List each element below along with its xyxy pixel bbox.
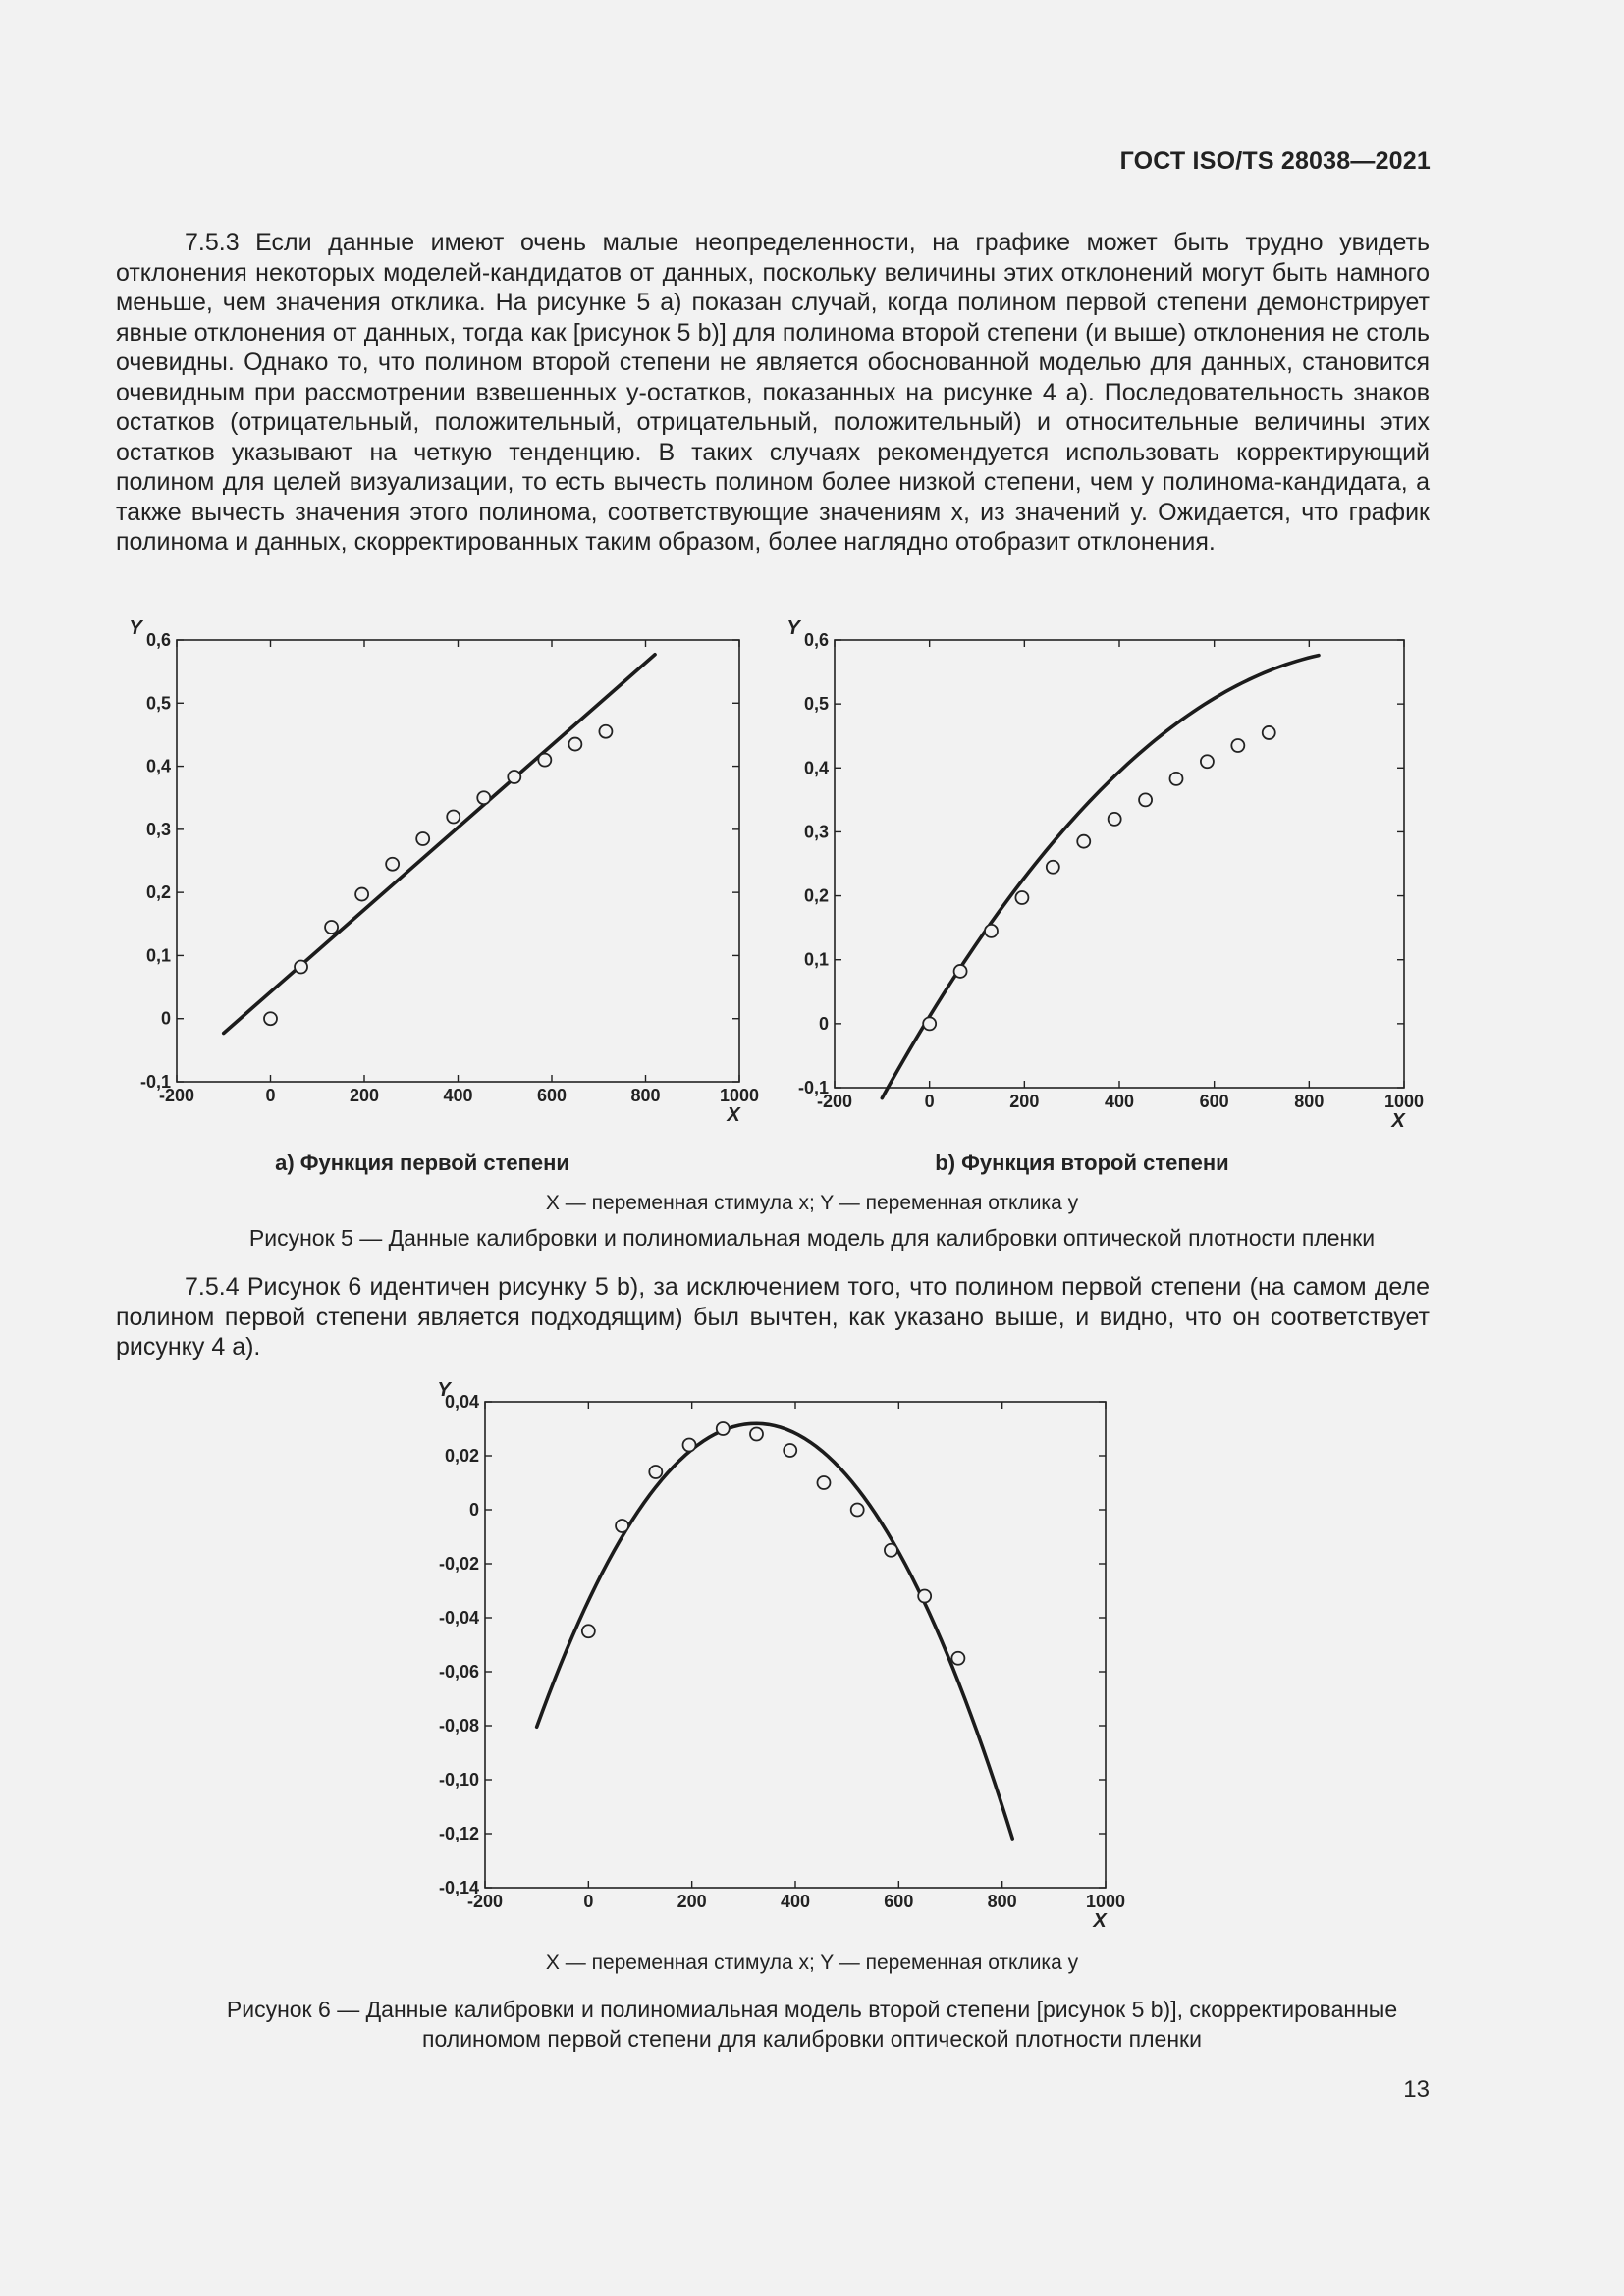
y-tick-label: -0,12: [438, 1824, 479, 1843]
figure-6-caption-line-2: полиномом первой степени для калибровки оптической плотности пленки: [422, 2026, 1202, 2052]
y-tick-label: 0: [818, 1013, 829, 1034]
data-point: [817, 1476, 830, 1489]
x-tick-label: -200: [816, 1092, 853, 1111]
data-point: [1109, 813, 1121, 826]
x-tick-label: 800: [1294, 1092, 1325, 1111]
data-point: [885, 1544, 897, 1557]
data-point: [447, 811, 460, 824]
data-point: [717, 1422, 730, 1435]
chart-figure-5b: [756, 618, 1434, 1148]
data-point: [616, 1520, 628, 1532]
y-tick-label: 0,1: [145, 945, 171, 966]
y-tick-label: 0,2: [803, 885, 829, 906]
data-point: [954, 965, 967, 978]
y-tick-label: -0,14: [438, 1878, 479, 1897]
data-point: [985, 925, 998, 937]
paragraph-7-5-4: [116, 1272, 1430, 1362]
chart-figure-5a: [98, 618, 766, 1148]
y-tick-label: 0,6: [145, 630, 171, 650]
subcaption-a: a) Функция первой степени: [275, 1150, 569, 1175]
chart-svg-5b: [756, 618, 1434, 1148]
x-tick-label: 200: [349, 1086, 380, 1105]
x-tick-label: 600: [884, 1892, 914, 1911]
fit-curve: [537, 1423, 1013, 1839]
y-tick-label: 0,5: [803, 694, 829, 715]
data-point: [923, 1017, 936, 1030]
plot-frame: [485, 1402, 1106, 1888]
data-point: [355, 888, 368, 901]
page-number: 13: [1403, 2076, 1430, 2103]
y-tick-label: -0,02: [438, 1554, 479, 1574]
fit-curve: [882, 656, 1319, 1098]
y-tick-label: -0,06: [438, 1662, 479, 1682]
figure-5-caption: Рисунок 5 — Данные калибровки и полиномиальная модель для калибровки оптической плотности пленки: [248, 1225, 1376, 1251]
paragraph-text: 7.5.4 Рисунок 6 идентичен рисунку 5 b), за исключением того, что полином первой степени (на самом деле полином первой степени является подходящим) был вычтен, как указано выше, и видно, что он соответствует рисунку 4 a).: [116, 1273, 1430, 1361]
data-point: [568, 738, 581, 751]
data-point: [750, 1428, 763, 1441]
data-point: [295, 961, 307, 974]
x-tick-label: 400: [443, 1086, 473, 1105]
x-tick-label: 1000: [1085, 1892, 1126, 1911]
data-point: [918, 1590, 931, 1603]
paragraph-7-5-3: [116, 228, 1430, 558]
data-point: [508, 771, 520, 783]
data-point: [264, 1012, 277, 1025]
data-point: [538, 754, 551, 767]
data-point: [1170, 773, 1183, 785]
y-tick-label: -0,04: [438, 1608, 479, 1628]
data-point: [649, 1466, 662, 1478]
y-tick-label: 0,6: [803, 630, 829, 650]
y-tick-label: -0,08: [438, 1716, 479, 1735]
y-tick-label: -0,1: [797, 1078, 829, 1097]
x-tick-label: 600: [536, 1086, 568, 1105]
x-tick-label: 800: [630, 1086, 661, 1105]
chart-svg-6: [412, 1374, 1159, 1944]
y-tick-label: 0,3: [803, 822, 829, 842]
data-point: [386, 858, 399, 871]
document-header: ГОСТ ISO/TS 28038—2021: [1119, 147, 1431, 175]
y-axis-label: Y: [786, 617, 800, 639]
y-tick-label: 0,3: [145, 819, 171, 839]
y-tick-label: -0,1: [139, 1072, 171, 1092]
figure-5-legend: X — переменная стимула x; Y — переменная отклика y: [545, 1192, 1079, 1214]
plot-frame: [835, 640, 1404, 1088]
x-tick-label: 0: [265, 1086, 276, 1105]
data-point: [784, 1444, 796, 1457]
y-tick-label: 0,4: [145, 756, 171, 776]
x-axis-label: X: [1093, 1910, 1107, 1932]
data-point: [582, 1625, 595, 1637]
y-tick-label: 0,04: [444, 1392, 479, 1412]
y-axis-label: Y: [129, 617, 142, 639]
chart-figure-6: [412, 1374, 1159, 1944]
x-tick-label: 1000: [719, 1086, 760, 1105]
x-tick-label: 800: [987, 1892, 1017, 1911]
y-tick-label: 0,2: [145, 882, 171, 903]
data-point: [1201, 755, 1214, 768]
x-axis-label: X: [1391, 1110, 1405, 1132]
x-tick-label: 400: [780, 1892, 811, 1911]
paragraph-text: 7.5.3 Если данные имеют очень малые неопределенности, на графике может быть трудно увидеть отклонения некоторых моделей-кандидатов от данных, поскольку величины этих отклонений могут быть намного меньше, чем значения отклика. На рисунке 5 a) показан случай, когда полином первой степени демонстрирует явные отклонения от данных, тогда как [рисунок 5 b)] для полинома второй степени (и выше) отклонения не столь очевидны. Однако то, что полином второй степени не является обоснованной моделью для данных, становится очевидным при рассмотрении взвешенных y-остатков, показанных на рисунке 4 a). Последовательность знаков остатков (отрицательный, положительный, отрицательный, положительный) и относительные величины этих остатков указывают на четкую тенденцию. В таких случаях рекомендуется использовать корректирующий полином для целей визуализации, то есть вычесть полином более низкой степени, чем у полинома-кандидата, а также вычесть значения этого полинома, соответствующие значениям x, из значений y. Ожидается, что график полинома и данных, скорректированных таким образом, более наглядно отобразит отклонения.: [116, 229, 1430, 556]
x-tick-label: 400: [1104, 1092, 1135, 1111]
data-point: [477, 791, 490, 804]
y-tick-label: 0: [160, 1008, 171, 1029]
data-point: [1077, 835, 1090, 848]
x-tick-label: -200: [158, 1086, 195, 1105]
y-tick-label: 0,5: [145, 693, 171, 714]
data-point: [1015, 891, 1028, 904]
data-point: [951, 1652, 964, 1665]
figure-6-caption-line-1: Рисунок 6 — Данные калибровки и полиномиальная модель второй степени [рисунок 5 b)], скорректированные: [226, 1997, 1398, 2022]
x-tick-label: 0: [583, 1892, 594, 1911]
x-tick-label: 600: [1199, 1092, 1229, 1111]
x-tick-label: 200: [677, 1892, 707, 1911]
x-tick-label: 200: [1009, 1092, 1040, 1111]
subcaption-b: b) Функция второй степени: [935, 1150, 1229, 1175]
y-tick-label: 0,4: [803, 758, 829, 778]
data-point: [1231, 739, 1244, 752]
figure-6-legend: X — переменная стимула x; Y — переменная отклика y: [545, 1951, 1079, 1974]
data-point: [325, 921, 338, 934]
figure-6-caption: [98, 1995, 1526, 2054]
y-tick-label: -0,10: [438, 1770, 479, 1789]
y-axis-label: Y: [437, 1379, 451, 1401]
fit-curve: [224, 655, 655, 1034]
x-tick-label: 1000: [1383, 1092, 1425, 1111]
x-axis-label: X: [727, 1104, 740, 1126]
x-tick-label: 0: [924, 1092, 935, 1111]
data-point: [851, 1504, 864, 1517]
x-tick-label: -200: [466, 1892, 504, 1911]
y-tick-label: 0: [468, 1500, 479, 1520]
chart-svg-5a: [98, 618, 766, 1148]
plot-frame: [177, 640, 739, 1082]
data-point: [599, 725, 612, 738]
y-tick-label: 0,1: [803, 949, 829, 970]
y-tick-label: 0,02: [444, 1446, 479, 1466]
data-point: [1263, 726, 1275, 739]
data-point: [1047, 861, 1059, 874]
data-point: [683, 1439, 696, 1452]
data-point: [1139, 793, 1152, 806]
data-point: [416, 832, 429, 845]
